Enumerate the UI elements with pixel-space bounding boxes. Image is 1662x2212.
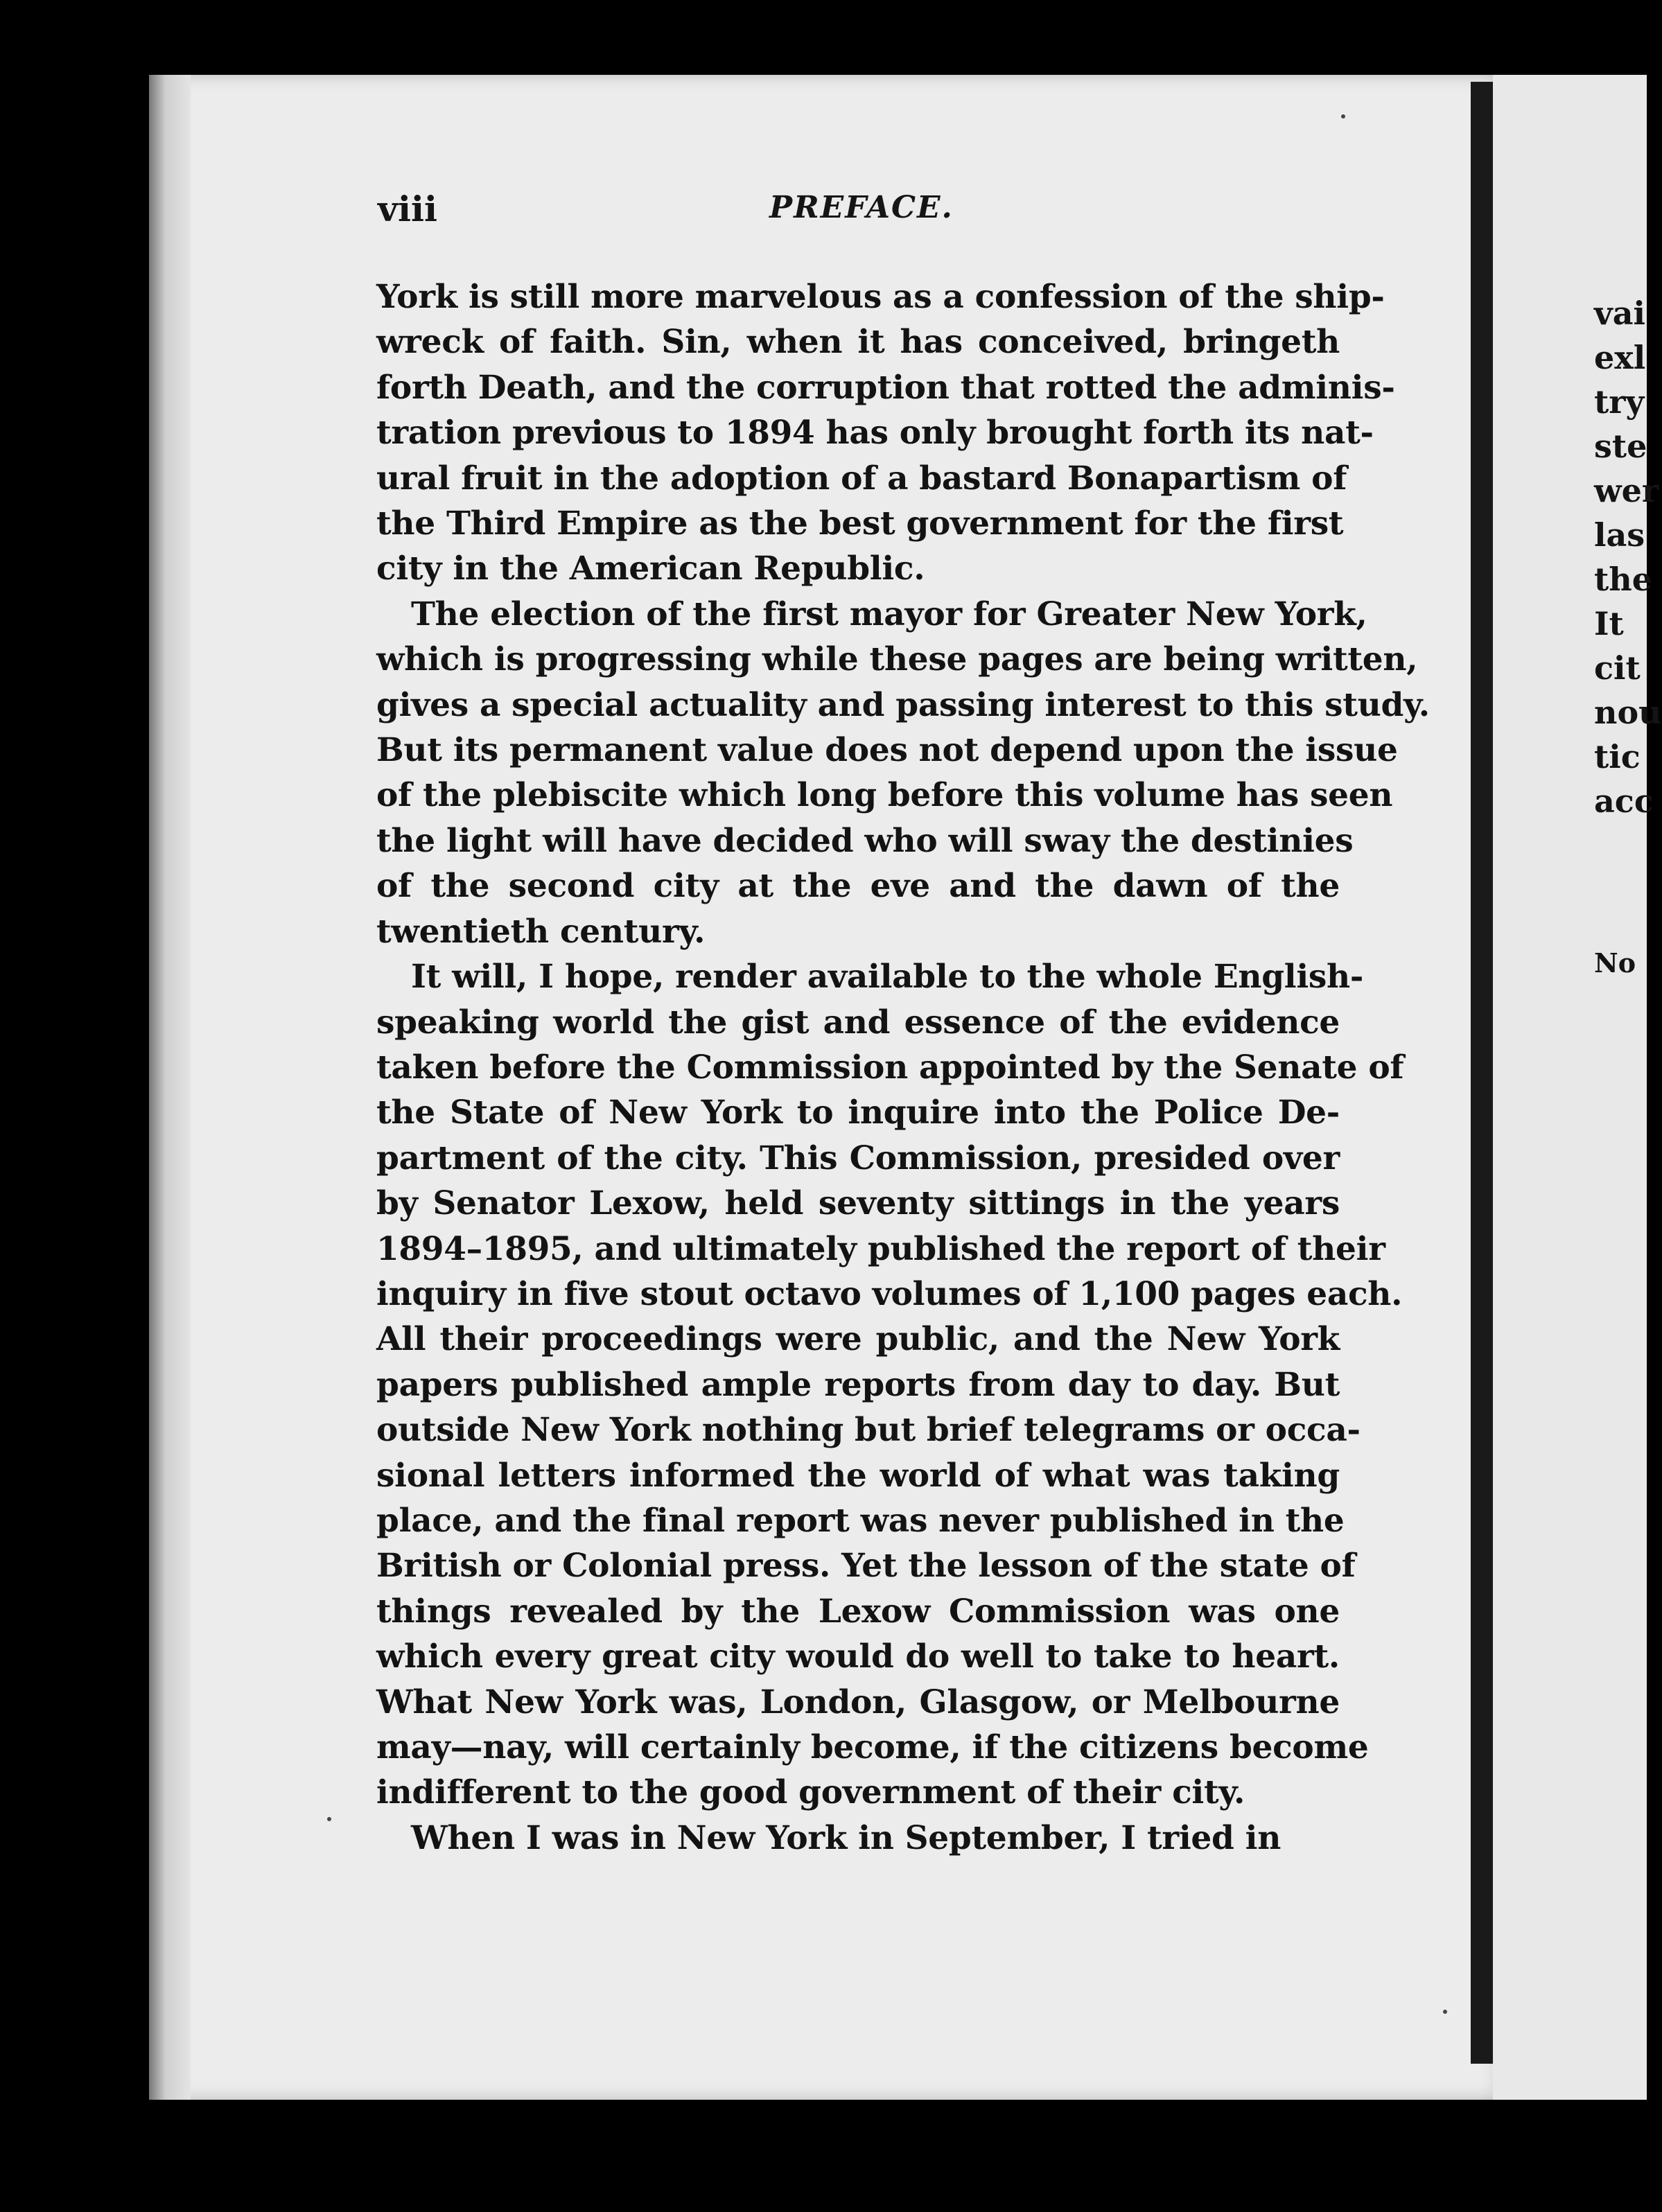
text-line: which every great city would do well to take to heart. [376,1638,1340,1676]
facing-page-fragment: acc [1594,782,1654,820]
text-line: speaking world the gist and essence of the evidence [376,1003,1340,1042]
text-line: forth Death, and the corruption that rotted the adminis- [376,368,1395,407]
page-number: viii [378,188,438,229]
facing-page-fragment: ste [1594,428,1647,465]
book-gutter [1471,82,1493,2064]
text-line: city in the American Republic. [376,550,925,588]
text-line: taken before the Commission appointed by the Senate of [376,1048,1404,1087]
scan-speck [1443,2010,1447,2014]
facing-page-fragment: cit [1594,649,1641,687]
facing-page-fragment: It [1594,605,1624,642]
text-line: British or Colonial press. Yet the lesson of the state of [376,1547,1356,1586]
text-line: may—nay, will certainly become, if the citizens become [376,1728,1369,1766]
paragraph [376,1816,1340,1861]
facing-page-fragment: the [1594,561,1652,598]
text-line: When I was in New York in September, I tried in [411,1818,1282,1857]
text-line: But its permanent value does not depend upon the issue [376,731,1398,770]
text-line: It will, I hope, render available to the whole English- [411,958,1364,997]
page-edge-shadow [149,75,191,2100]
body-text [376,274,1430,1861]
text-line: things revealed by the Lexow Commission was one [376,1592,1340,1631]
text-line: papers published ample reports from day to day. But [376,1365,1340,1404]
text-line: place, and the final report was never published in the [376,1501,1345,1540]
text-line: indifferent to the good government of their city. [376,1773,1245,1812]
facing-page-fragment: las [1594,516,1645,554]
text-line: The election of the first mayor for Greater New York, [411,595,1367,633]
paragraph [376,592,1430,954]
text-line: ural fruit in the adoption of a bastard Bonapartism of [376,459,1347,498]
facing-page-fragment: try [1594,383,1645,421]
text-line: partment of the city. This Commission, presided over [376,1139,1340,1177]
paragraph [376,954,1404,1816]
text-line: twentieth century. [376,912,706,951]
scan-speck [1341,114,1345,119]
text-line: What New York was, London, Glasgow, or Melbourne [376,1683,1340,1721]
text-line: the State of New York to inquire into the Police De- [376,1094,1340,1132]
facing-page-fragment: tic [1594,738,1641,775]
scan-speck [327,1817,331,1821]
facing-page-fragment: exl [1594,339,1646,376]
scan-border-left [0,0,149,2212]
running-head: PREFACE. [769,190,954,225]
text-line: All their proceedings were public, and the New York [376,1320,1340,1359]
paragraph [376,274,1395,592]
facing-page-fragment: vai [1594,295,1646,332]
facing-page-fragment: wer [1594,472,1659,509]
text-line: inquiry in five stout octavo volumes of 1,100 pages each. [376,1274,1403,1313]
text-line: which is progressing while these pages are being written, [376,640,1418,679]
facing-page-fragment: nou [1594,694,1662,731]
text-line: of the second city at the eve and the dawn of the [376,867,1340,906]
text-line: the light will have decided who will sway the destinies [376,821,1354,860]
text-line: York is still more marvelous as a confession of the ship- [376,278,1385,316]
text-line: sional letters informed the world of what was taking [376,1456,1340,1495]
facing-page-footnote-fragment: No [1594,947,1636,978]
text-line: of the plebiscite which long before this volume has seen [376,776,1393,815]
text-line: by Senator Lexow, held seventy sittings in the years [376,1184,1340,1223]
text-line: the Third Empire as the best government for the first [376,504,1344,543]
text-line: 1894–1895, and ultimately published the report of their [376,1229,1385,1268]
facing-page-text [1594,291,1662,985]
text-line: outside New York nothing but brief telegrams or occa- [376,1411,1361,1450]
text-line: gives a special actuality and passing interest to this study. [376,685,1430,724]
text-line: tration previous to 1894 has only brought forth its nat- [376,414,1374,453]
text-line: wreck of faith. Sin, when it has conceived, bringeth [376,323,1340,362]
page-header [378,188,1334,237]
